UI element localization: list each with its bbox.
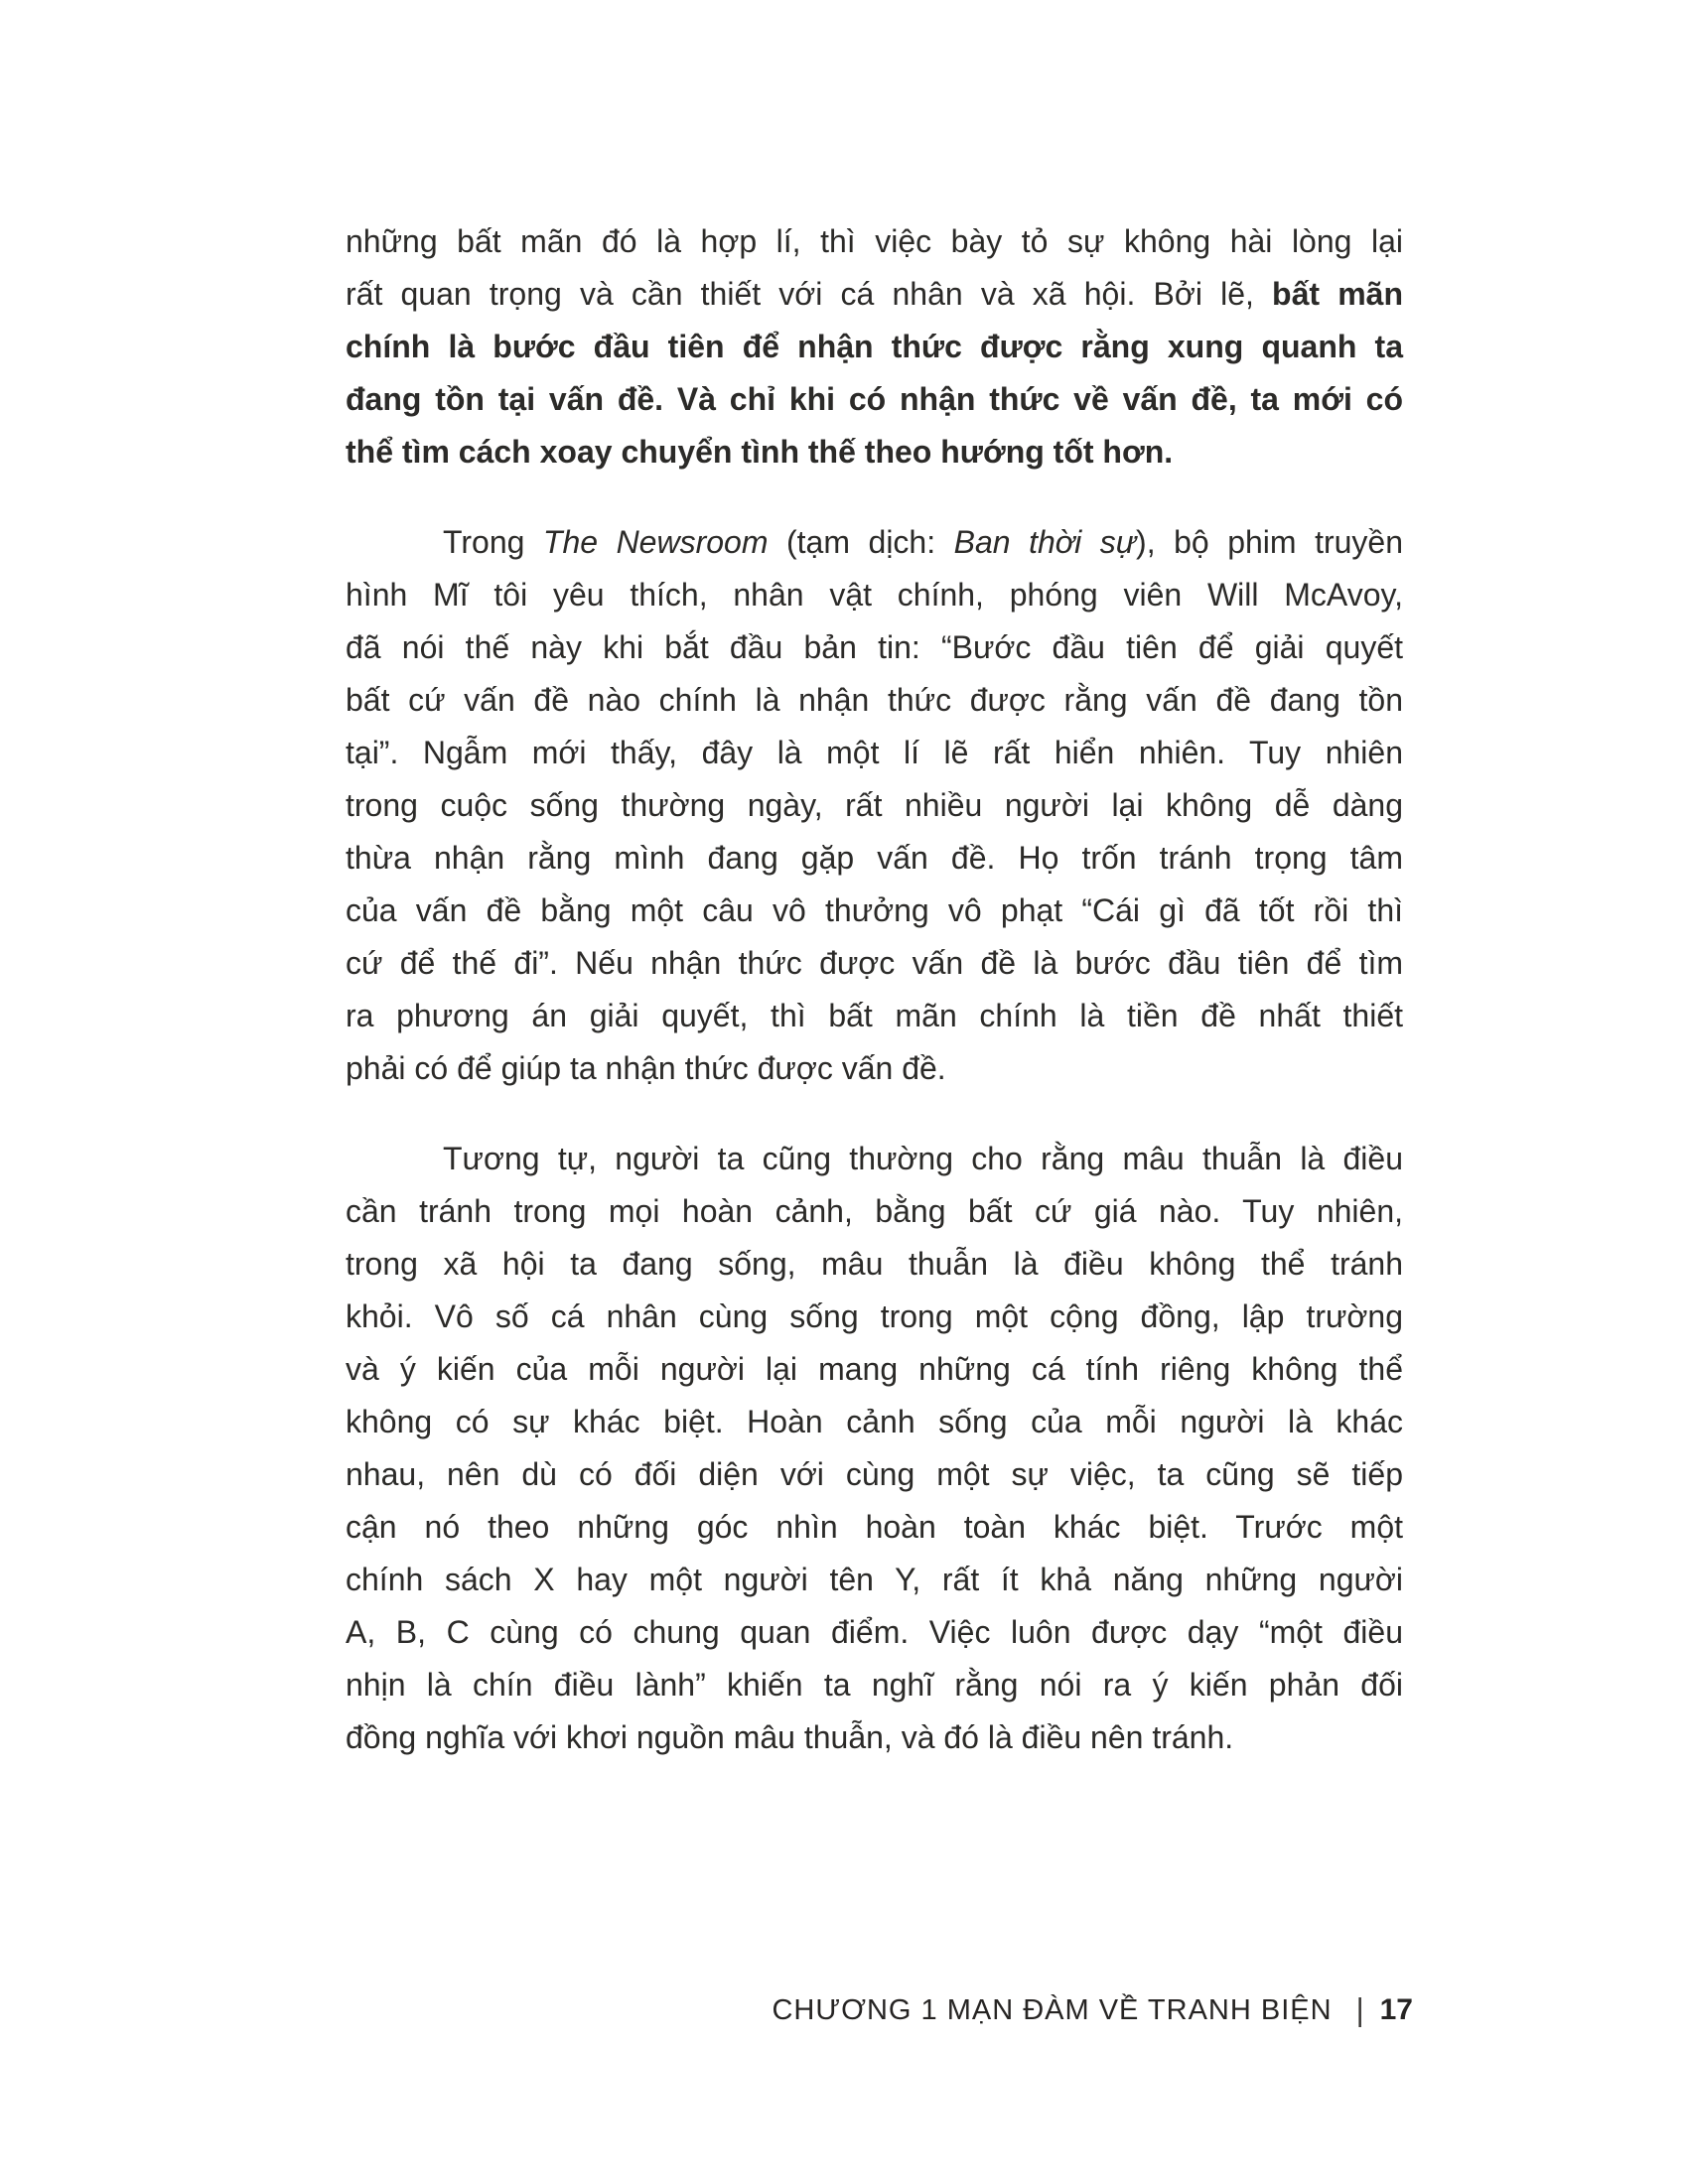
text-segment: trong xã hội ta đang sống, mâu thuẫn là điều không thể tránh xyxy=(346,1246,1403,1282)
text-line xyxy=(346,621,1403,674)
running-head: CHƯƠNG 1 MẠN ĐÀM VỀ TRANH BIỆN xyxy=(772,1994,1333,2026)
text-line xyxy=(346,1185,1403,1238)
text-line xyxy=(346,779,1403,832)
text-segment: cận nó theo những góc nhìn hoàn toàn khác biệt. Trước một xyxy=(346,1509,1403,1545)
text-line xyxy=(346,1291,1403,1343)
text-line xyxy=(346,1711,1403,1764)
text-segment: và ý kiến của mỗi người lại mang những cá tính riêng không thể xyxy=(346,1351,1403,1387)
text-segment: A, B, C cùng có chung quan điểm. Việc luôn được dạy “một điều xyxy=(346,1614,1403,1650)
text-line xyxy=(346,1501,1403,1554)
text-segment: rất quan trọng và cần thiết với cá nhân và xã hội. Bởi lẽ, xyxy=(346,276,1273,312)
text-line xyxy=(346,516,1403,569)
text-line xyxy=(346,1238,1403,1291)
text-line xyxy=(346,674,1403,727)
text-segment: Tương tự, người ta cũng thường cho rằng mâu thuẫn là điều xyxy=(443,1141,1403,1176)
text-line xyxy=(346,937,1403,990)
text-segment: nhau, nên dù có đối diện với cùng một sự việc, ta cũng sẽ tiếp xyxy=(346,1456,1403,1492)
text-segment: cứ để thế đi”. Nếu nhận thức được vấn đề là bước đầu tiên để tìm xyxy=(346,945,1403,981)
text-line xyxy=(346,426,1403,478)
text-segment: hình Mĩ tôi yêu thích, nhân vật chính, phóng viên Will McAvoy, xyxy=(346,577,1403,613)
paragraph xyxy=(346,1133,1403,1764)
text-line xyxy=(346,268,1403,321)
text-segment: phải có để giúp ta nhận thức được vấn đề. xyxy=(346,1050,946,1086)
text-line xyxy=(346,215,1403,268)
text-line xyxy=(346,1396,1403,1448)
text-line xyxy=(346,1042,1403,1095)
text-segment: nhịn là chín điều lành” khiến ta nghĩ rằng nói ra ý kiến phản đối xyxy=(346,1667,1403,1703)
page-footer xyxy=(772,1992,1413,2028)
bold-text: đang tồn tại vấn đề. Và chỉ khi có nhận thức về vấn đề, ta mới có xyxy=(346,381,1403,417)
text-line xyxy=(346,1554,1403,1606)
text-line xyxy=(346,1343,1403,1396)
text-line xyxy=(346,832,1403,885)
text-segment: không có sự khác biệt. Hoàn cảnh sống của mỗi người là khác xyxy=(346,1404,1403,1439)
paragraph xyxy=(346,516,1403,1095)
bold-text: chính là bước đầu tiên để nhận thức được rằng xung quanh ta xyxy=(346,329,1403,364)
bold-text: thể tìm cách xoay chuyển tình thế theo hướng tốt hơn. xyxy=(346,434,1174,470)
text-line xyxy=(346,1659,1403,1711)
text-segment: ), bộ phim truyền xyxy=(1136,524,1404,560)
text-segment: bất cứ vấn đề nào chính là nhận thức được rằng vấn đề đang tồn xyxy=(346,682,1403,718)
bold-text: bất mãn xyxy=(1272,276,1404,312)
text-line xyxy=(346,321,1403,373)
paragraph xyxy=(346,215,1403,478)
page-number: 17 xyxy=(1379,1993,1413,2026)
text-line xyxy=(346,1606,1403,1659)
text-line xyxy=(346,1133,1403,1185)
text-segment: của vấn đề bằng một câu vô thưởng vô phạt “Cái gì đã tốt rồi thì xyxy=(346,892,1403,928)
text-segment: ra phương án giải quyết, thì bất mãn chính là tiền đề nhất thiết xyxy=(346,998,1403,1033)
text-segment: Trong xyxy=(443,524,543,560)
text-segment: chính sách X hay một người tên Y, rất ít khả năng những người xyxy=(346,1562,1403,1597)
text-segment: tại”. Ngẫm mới thấy, đây là một lí lẽ rất hiển nhiên. Tuy nhiên xyxy=(346,735,1403,770)
italic-text: The Newsroom xyxy=(542,524,769,560)
text-segment: cần tránh trong mọi hoàn cảnh, bằng bất cứ giá nào. Tuy nhiên, xyxy=(346,1193,1403,1229)
text-line xyxy=(346,885,1403,937)
text-segment: đã nói thế này khi bắt đầu bản tin: “Bước đầu tiên để giải quyết xyxy=(346,629,1403,665)
text-line xyxy=(346,569,1403,621)
text-line xyxy=(346,1448,1403,1501)
text-segment: những bất mãn đó là hợp lí, thì việc bày tỏ sự không hài lòng lại xyxy=(346,223,1403,259)
text-segment: đồng nghĩa với khơi nguồn mâu thuẫn, và đó là điều nên tránh. xyxy=(346,1719,1234,1755)
italic-text: Ban thời sự xyxy=(953,524,1137,560)
text-segment: (tạm dịch: xyxy=(768,524,954,560)
text-segment: thừa nhận rằng mình đang gặp vấn đề. Họ trốn tránh trọng tâm xyxy=(346,840,1403,876)
page-body xyxy=(346,215,1403,1764)
text-segment: khỏi. Vô số cá nhân cùng sống trong một cộng đồng, lập trường xyxy=(346,1298,1403,1334)
text-segment: trong cuộc sống thường ngày, rất nhiều người lại không dễ dàng xyxy=(346,787,1403,823)
text-line xyxy=(346,727,1403,779)
text-line xyxy=(346,373,1403,426)
footer-separator: | xyxy=(1355,1991,1364,2028)
text-line xyxy=(346,990,1403,1042)
